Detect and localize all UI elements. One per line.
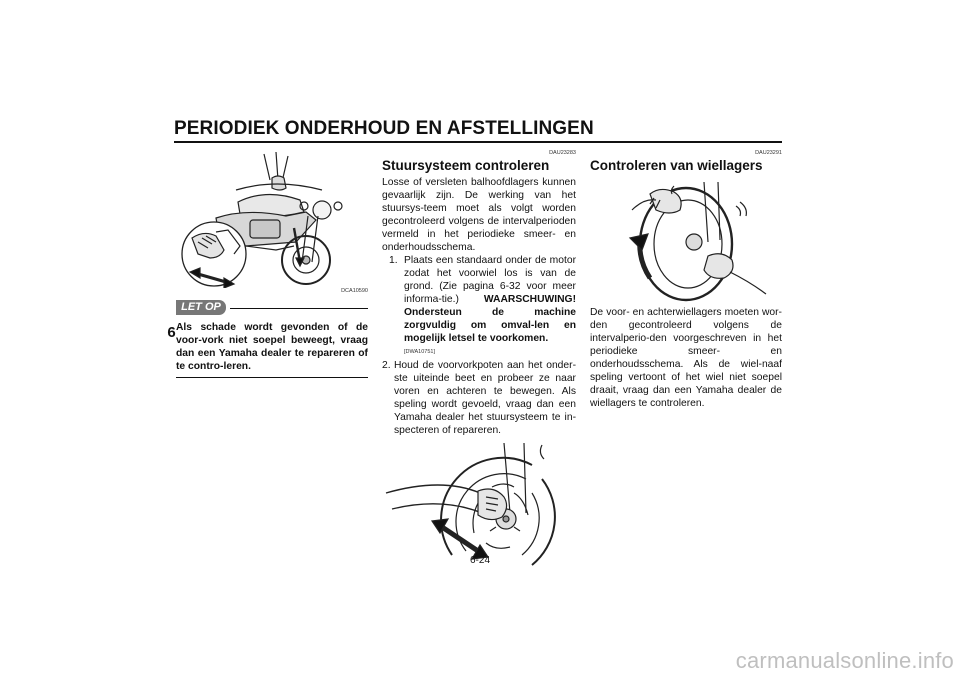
wheel-bearings-text: De voor- en achterwiellagers moeten wor-den gecontroleerd volgens de intervalperio-den voorgeschreven in het periodieke smeer- en onderhoudsschema. Als de wiel-naaf speling vertoont of het wiel niet soepel draait, vraag dan een Yamaha dealer de wiellagers te controleren. xyxy=(590,307,782,409)
steering-intro: Losse of versleten balhoofdlagers kunnen gevaarlijk zijn. De werking van het stuursys-teem moet als volgt worden gecontroleerd volgens de intervalperioden vermeld in het periodieke smeer- en onderhoudsschema. xyxy=(382,177,576,253)
title-rule xyxy=(174,141,782,143)
caution-badge: LET OP xyxy=(176,300,226,315)
caution-end-rule xyxy=(176,377,368,378)
steering-steps xyxy=(382,254,576,437)
steering-check-illustration xyxy=(382,443,576,573)
caution-rule xyxy=(230,308,368,309)
motorcycle-fork-drawing xyxy=(176,150,368,288)
wheel-bearing-illustration xyxy=(590,182,782,302)
step-1-number: 1. xyxy=(389,255,398,266)
middle-column xyxy=(382,150,576,573)
section-title-wheel-bearings: Controleren van wiellagers xyxy=(590,158,763,173)
fork-wheel-drawing xyxy=(382,443,576,573)
step-2-number: 2. xyxy=(382,360,391,371)
section-code: DAU23291 xyxy=(755,150,782,156)
chapter-tab: 6 xyxy=(167,324,176,341)
step-1 xyxy=(382,254,576,357)
watermark: carmanualsonline.info xyxy=(735,648,954,673)
step-1-text: Plaats een standaard onder de motor zodat het voorwiel los is van de grond. (Zie pagina 6-32 voor meer informa-tie.) xyxy=(404,255,576,305)
step-1-warning: WAARSCHUWING! Ondersteun de machine zorgvuldig om omval-len en mogelijk letsel te voorkomen. xyxy=(404,294,576,344)
caution-text: Als schade wordt gevonden of de voor-vork niet soepel beweegt, vraag dan een Yamaha dealer te repareren of te contro-leren. xyxy=(176,322,368,372)
warning-code: [DWA10751] xyxy=(404,349,435,355)
section-code: DAU23283 xyxy=(549,150,576,156)
left-column xyxy=(176,150,368,378)
figure-code: DCA10590 xyxy=(341,288,368,294)
section-title-steering: Stuursysteem controleren xyxy=(382,158,550,173)
page-title: PERIODIEK ONDERHOUD EN AFSTELLINGEN xyxy=(174,118,594,139)
front-fork-illustration xyxy=(176,150,368,294)
step-2-text: Houd de voorvorkpoten aan het onder-ste uiteinde beet en probeer ze naar voren en achteren te bewegen. Als speling wordt gevoeld, vraag dan een Yamaha dealer het stuursysteem te in-specteren of repareren. xyxy=(394,360,576,436)
right-column xyxy=(590,150,782,410)
wheel-bearing-drawing xyxy=(590,182,782,302)
page-number: 6-24 xyxy=(469,555,490,566)
caution-header xyxy=(176,300,368,318)
step-2 xyxy=(382,359,576,437)
